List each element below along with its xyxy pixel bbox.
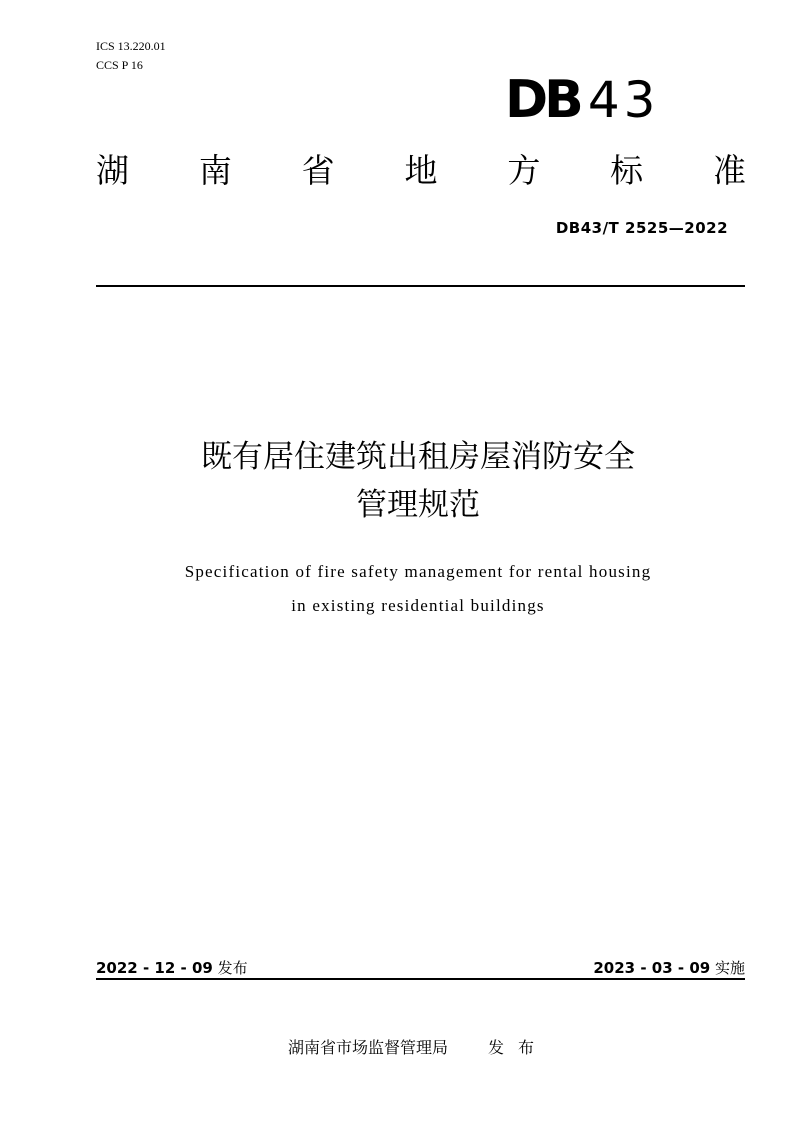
standard-name-char: 省	[301, 151, 335, 190]
issue-date-value: 2022 - 12 - 09	[96, 959, 213, 977]
ics-code: ICS 13.220.01	[96, 39, 166, 53]
title-en-line2: in existing residential buildings	[291, 596, 545, 615]
issue-date	[96, 957, 248, 978]
ccs-code: CCS P 16	[96, 58, 143, 72]
standard-name-char: 标	[610, 151, 644, 190]
impl-date-value: 2023 - 03 - 09	[593, 959, 711, 977]
standard-code: DB43/T 2525—2022	[555, 219, 728, 237]
standard-name-char: 湖	[96, 151, 129, 190]
title-en-line1: Specification of fire safety management for rental housing	[184, 562, 652, 581]
standard-name-char: 准	[712, 151, 746, 190]
standard-name-char: 方	[507, 151, 541, 190]
issuer-name: 湖南省市场监督管理局	[287, 1038, 448, 1057]
db-standard-mark	[505, 68, 659, 132]
header-divider	[96, 285, 745, 287]
standard-name-char: 南	[198, 151, 232, 190]
footer-divider	[96, 978, 745, 980]
document-title-en	[0, 555, 800, 623]
impl-date-label: 实施	[714, 959, 745, 977]
issuer-verb: 发布	[488, 1038, 549, 1057]
title-cn-line1: 既有居住建筑出租房屋消防安全	[201, 439, 635, 475]
db-logo: DB	[505, 70, 580, 130]
implementation-date	[593, 957, 745, 978]
standard-category-name	[96, 150, 746, 192]
title-cn-line2: 管理规范	[356, 487, 480, 523]
issuing-authority	[0, 1035, 800, 1058]
db-province-number: 43	[587, 71, 660, 129]
issue-date-label: 发布	[217, 959, 248, 977]
document-title-cn	[0, 433, 800, 529]
standard-name-char: 地	[404, 151, 438, 190]
